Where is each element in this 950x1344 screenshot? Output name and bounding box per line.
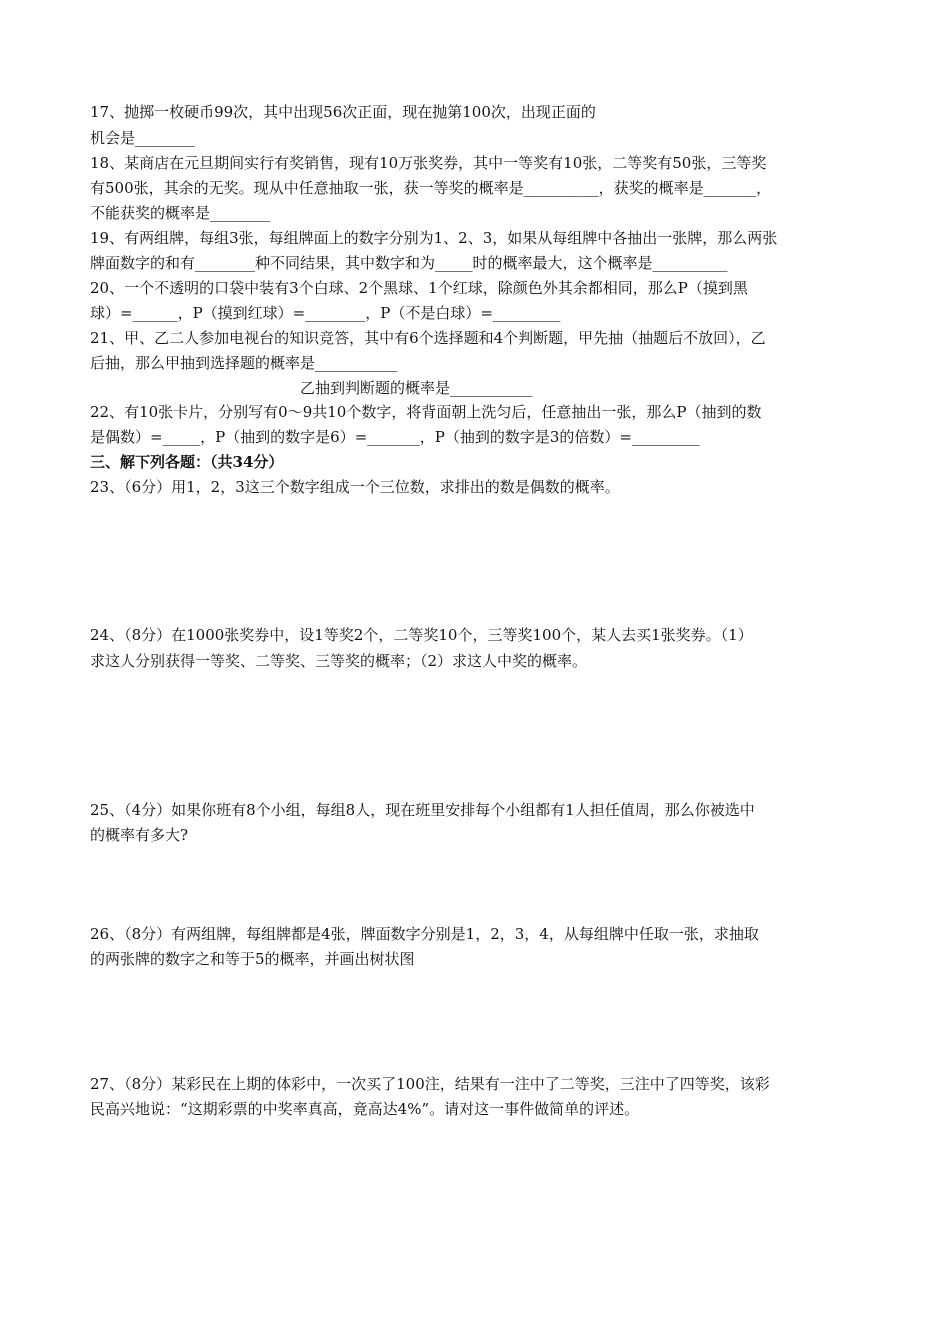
q19-line-1: 19、有两组牌，每组3张，每组牌面上的数字分别为1、2、3，如果从每组牌中各抽出一张牌，那么两张 bbox=[90, 229, 778, 247]
q22-line-2: 是偶数）=_____，P（抽到的数字是6）=_______，P（抽到的数字是3的倍数）=_________ bbox=[90, 428, 700, 446]
q27-line-2: 民高兴地说：“这期彩票的中奖率真高，竟高达4%”。请对这一事件做简单的评述。 bbox=[90, 1100, 640, 1118]
q21-line-2: 后抽，那么甲抽到选择题的概率是___________ bbox=[90, 354, 398, 372]
q24-line-1: 24、（8分）在1000张奖券中，设1等奖2个，二等奖10个，三等奖100个，某人去买1张奖券。（1） bbox=[90, 626, 753, 644]
q24-line-2: 求这人分别获得一等奖、二等奖、三等奖的概率；（2）求这人中奖的概率。 bbox=[90, 652, 588, 670]
q25-line-2: 的概率有多大? bbox=[90, 826, 189, 844]
q18-line-3: 不能获奖的概率是________ bbox=[90, 204, 271, 222]
q25-line-1: 25、（4分）如果你班有8个小组，每组8人，现在班里安排每个小组都有1人担任值周，那么你被选中 bbox=[90, 801, 755, 819]
q21-line-1: 21、甲、乙二人参加电视台的知识竞答，其中有6个选择题和4个判断题，甲先抽（抽题后不放回），乙 bbox=[90, 329, 766, 347]
q23-line-1: 23、（6分）用1，2，3这三个数字组成一个三位数，求排出的数是偶数的概率。 bbox=[90, 478, 620, 496]
section-three-heading: 三、解下列各题：（共34分） bbox=[90, 453, 284, 471]
q17-line-2: 机会是________ bbox=[90, 129, 196, 147]
q26-line-1: 26、（8分）有两组牌，每组牌都是4张，牌面数字分别是1，2，3，4，从每组牌中任取一张，求抽取 bbox=[90, 925, 759, 943]
q27-line-1: 27、（8分）某彩民在上期的体彩中，一次买了100注，结果有一注中了二等奖，三注中了四等奖，该彩 bbox=[90, 1075, 770, 1093]
q19-line-2: 牌面数字的和有________种不同结果，其中数字和为_____时的概率最大，这个概率是__________ bbox=[90, 254, 728, 272]
q26-line-2: 的两张牌的数字之和等于5的概率，并画出树状图 bbox=[90, 950, 415, 968]
q17-line-1: 17、抛掷一枚硬币99次，其中出现56次正面，现在抛第100次，出现正面的 bbox=[90, 103, 596, 121]
q22-line-1: 22、有10张卡片，分别写有0～9共10个数字，将背面朝上洗匀后，任意抽出一张，那么P（抽到的数 bbox=[90, 403, 762, 421]
q20-line-1: 20、一个不透明的口袋中装有3个白球、2个黑球、1个红球，除颜色外其余都相同，那么P（摸到黑 bbox=[90, 279, 748, 297]
q18-line-2: 有500张，其余的无奖。现从中任意抽取一张，获一等奖的概率是__________，获奖的概率是_______， bbox=[90, 179, 772, 197]
q21-line-3: 乙抽到判断题的概率是___________ bbox=[300, 379, 533, 397]
q20-line-2: 球）=______，P（摸到红球）=________，P（不是白球）=_________ bbox=[90, 304, 561, 322]
q18-line-1: 18、某商店在元旦期间实行有奖销售，现有10万张奖券，其中一等奖有10张，二等奖有50张，三等奖 bbox=[90, 154, 767, 172]
